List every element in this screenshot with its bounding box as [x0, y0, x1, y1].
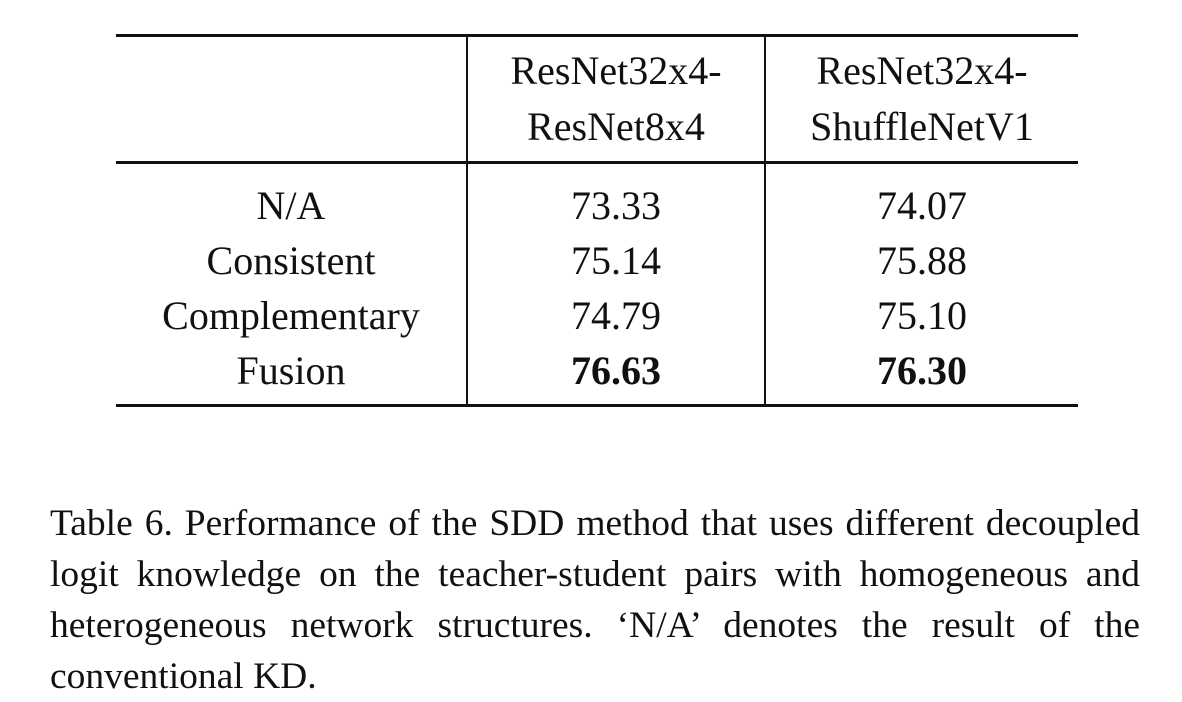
- table-cell-best: 76.30: [765, 343, 1078, 406]
- results-table-container: [116, 34, 1078, 407]
- column-header-line2: ResNet8x4: [527, 104, 705, 149]
- table-cell-best: 76.63: [467, 343, 765, 406]
- table-cell: 73.33: [467, 163, 765, 234]
- table-row: [116, 343, 1078, 406]
- results-table: [116, 34, 1078, 407]
- column-header-line1: ResNet32x4-: [816, 48, 1028, 93]
- table-row: [116, 233, 1078, 288]
- table-cell: 75.10: [877, 292, 967, 338]
- table-caption: Table 6. Performance of the SDD method that uses different decoupled logit knowledge on the teacher-student pairs with homogeneous and heterogeneous network structures. ‘N/A’ denotes the result of the conventional KD.: [50, 502, 1140, 697]
- table-cell: 75.88: [877, 237, 967, 283]
- row-label: Fusion: [116, 343, 467, 406]
- row-label: Complementary: [116, 288, 467, 343]
- column-header-line1: ResNet32x4-: [510, 48, 722, 93]
- header-row-label-cell: [116, 36, 467, 163]
- table-row: [116, 288, 1078, 343]
- table-cell: 75.14: [467, 233, 765, 288]
- column-header-shufflenetv1: [765, 36, 1078, 163]
- row-label: Consistent: [116, 233, 467, 288]
- column-header-resnet8x4: [467, 36, 765, 163]
- column-header-line2: ShuffleNetV1: [810, 104, 1034, 149]
- table-cell: 74.79: [467, 288, 765, 343]
- table-row: [116, 163, 1078, 234]
- row-label: N/A: [116, 163, 467, 234]
- table-cell: 74.07: [877, 182, 967, 228]
- table-header-row: [116, 36, 1078, 163]
